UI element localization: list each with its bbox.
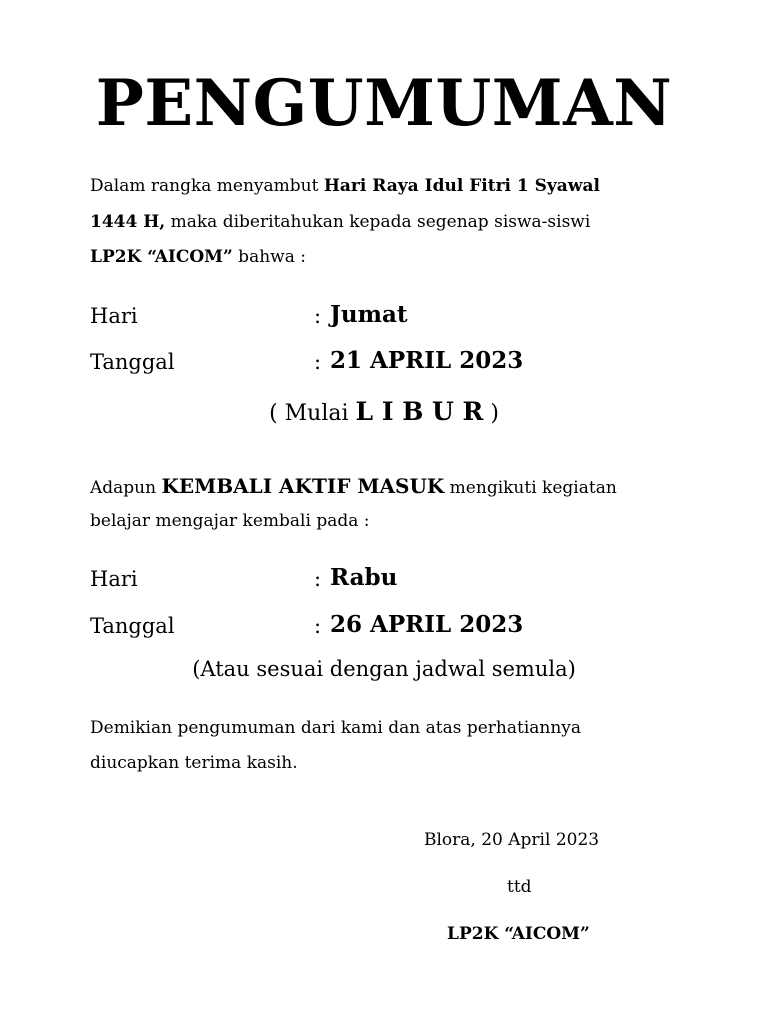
holiday-date-value: 21 APRIL 2023	[330, 347, 524, 374]
holiday-date-colon: :	[314, 350, 322, 374]
return-day-value: Rabu	[330, 564, 398, 591]
note-text: ( Mulai	[269, 401, 356, 426]
page-title: PENGUMUMAN	[95, 66, 673, 141]
signature-org: LP2K “AICOM”	[447, 924, 590, 944]
holiday-day-label: Hari	[90, 304, 138, 328]
hijri-year: 1444 H,	[90, 212, 166, 232]
return-day-colon: :	[314, 567, 322, 591]
holiday-note	[0, 397, 768, 426]
holiday-date-label: Tanggal	[90, 350, 175, 374]
closing-line-2: diucapkan terima kasih.	[90, 753, 298, 773]
return-text: mengikuti kegiatan	[444, 478, 617, 498]
return-emphasis: KEMBALI AKTIF MASUK	[161, 474, 445, 498]
return-line-2: belajar mengajar kembali pada :	[90, 511, 370, 531]
holiday-day-colon: :	[314, 304, 322, 328]
return-date-colon: :	[314, 614, 322, 638]
return-note: (Atau sesuai dengan jadwal semula)	[192, 657, 576, 681]
intro-text: Dalam rangka menyambut	[90, 176, 324, 196]
intro-line-1	[90, 176, 600, 196]
ttd-label: ttd	[507, 877, 532, 897]
intro-line-2	[90, 212, 590, 232]
intro-line-3	[90, 247, 306, 267]
return-day-label: Hari	[90, 567, 138, 591]
libur-text: L I B U R	[355, 397, 484, 426]
intro-text: maka diberitahukan kepada segenap siswa-siswi	[165, 212, 591, 232]
holiday-name: Hari Raya Idul Fitri 1 Syawal	[323, 176, 600, 196]
holiday-day-value: Jumat	[330, 301, 408, 328]
place-date: Blora, 20 April 2023	[424, 830, 600, 850]
intro-text: bahwa :	[232, 247, 306, 267]
return-date-label: Tanggal	[90, 614, 175, 638]
institution-name: LP2K “AICOM”	[90, 247, 233, 267]
return-text: Adapun	[90, 478, 162, 498]
closing-line-1: Demikian pengumuman dari kami dan atas perhatiannya	[90, 718, 582, 738]
return-date-value: 26 APRIL 2023	[330, 611, 524, 638]
note-text: )	[483, 401, 499, 426]
return-line-1	[90, 474, 617, 498]
